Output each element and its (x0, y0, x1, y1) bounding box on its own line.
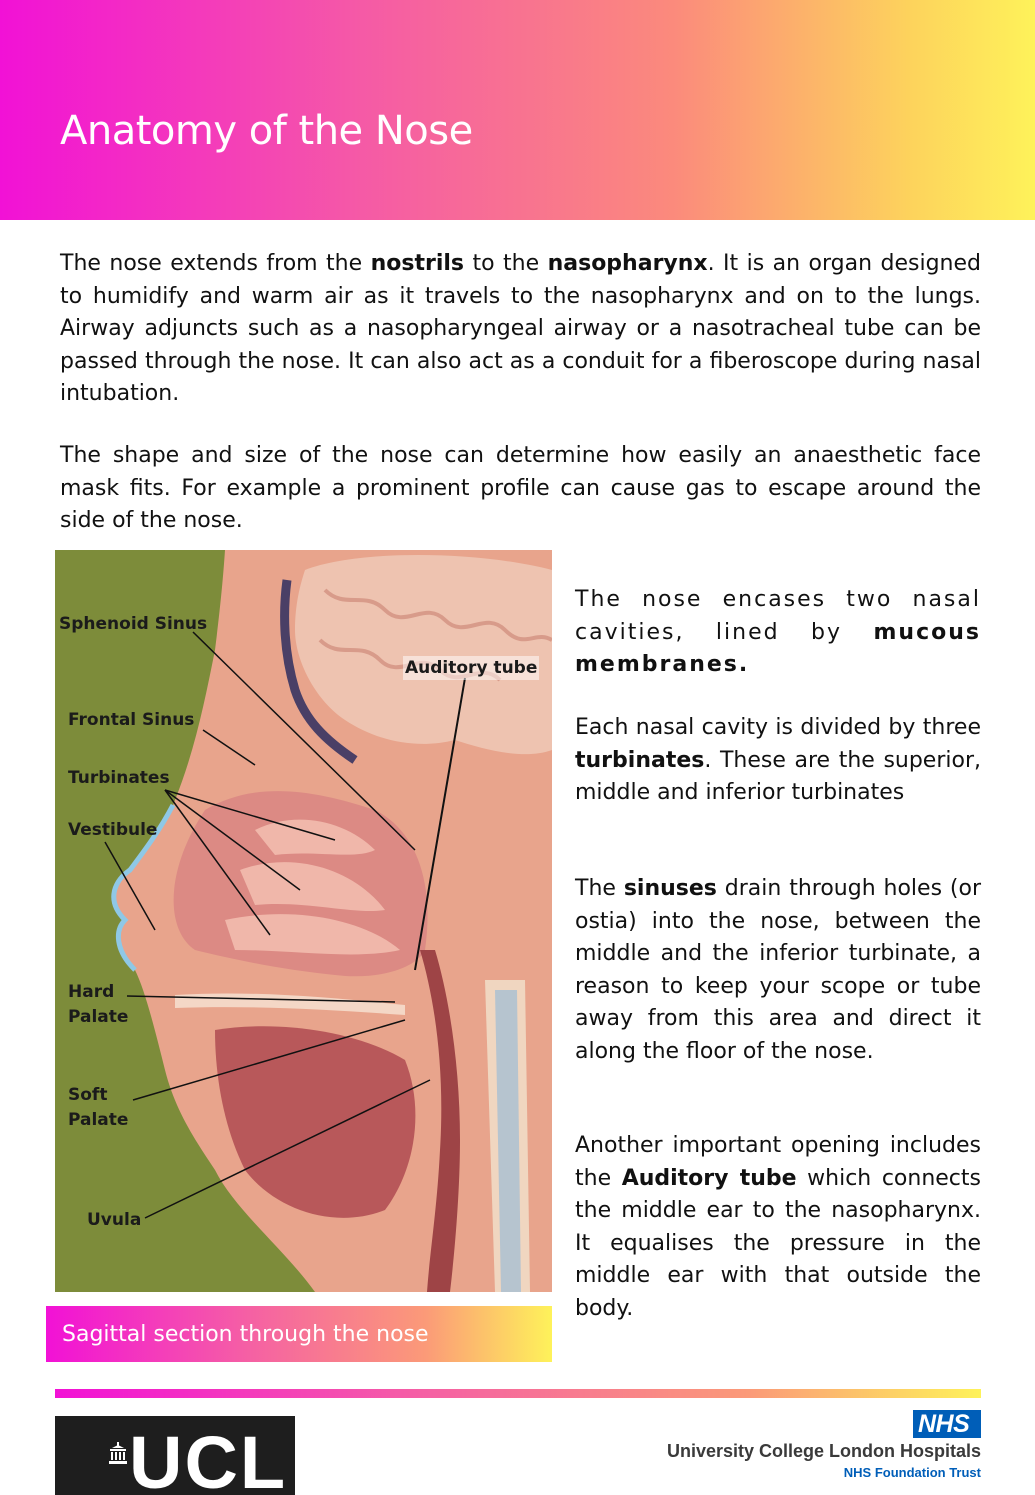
emphasis-text: nostrils (370, 251, 465, 276)
label-soft-palate-line-2: Palate (68, 1110, 129, 1130)
label-sphenoid-sinus: Sphenoid Sinus (59, 614, 208, 634)
emphasis-text: nasopharynx (547, 251, 708, 276)
emphasis-text: sinuses (623, 876, 717, 901)
side-paragraph-sinuses (575, 873, 981, 1068)
nhs-logo (913, 1410, 981, 1438)
body-text: . These are the superior, middle and inferior turbinates (575, 747, 981, 805)
intro-paragraph-2 (60, 440, 981, 538)
body-text: drain through holes (or ostia) into the nose, between the middle and the inferior turbinate, a reason to keep your scope or tube away from this area and direct it along the floor of the nose. (575, 876, 982, 1064)
side-paragraph-turbinates (575, 712, 981, 810)
body-text: . It is an organ designed to humidify and warm air as it travels to the nasopharynx and on to the lungs. Airway adjuncts such as a nasopharyngeal airway or a nasotracheal tube can be passed through the nose. It can also act as a conduit for a fiberoscope during nasal intubation. (60, 251, 981, 406)
body-text: Each nasal cavity is divided by three (575, 715, 981, 740)
label-vestibule: Vestibule (68, 820, 158, 840)
figure-caption-bar (46, 1306, 552, 1362)
body-text: Another important opening includes the (575, 1133, 981, 1191)
figure-caption: Sagittal section through the nose (62, 1322, 429, 1347)
label-hard-palate-line-2: Palate (68, 1007, 129, 1027)
sagittal-section-image (55, 550, 552, 1292)
label-uvula: Uvula (87, 1210, 142, 1230)
body-text: which connects the middle ear to the nasopharynx. It equalises the pressure in the middle ear with that outside the body. (575, 1165, 981, 1321)
side-paragraph-auditory-tube (575, 1130, 981, 1325)
body-text: The (575, 876, 624, 901)
trust-name: NHS Foundation Trust (843, 1465, 981, 1480)
emphasis-text: turbinates (575, 747, 705, 773)
body-text: The shape and size of the nose can determine how easily an anaesthetic face mask fits. For example a prominent profile can cause gas to escape around the side of the nose. (60, 443, 981, 533)
footer-divider (55, 1389, 981, 1398)
label-soft-palate-line-1: Soft (68, 1085, 108, 1105)
label-turbinates: Turbinates (68, 768, 170, 788)
label-hard-palate-line-1: Hard (68, 982, 115, 1002)
intro-paragraph-1 (60, 248, 981, 411)
hospital-name: University College London Hospitals (666, 1441, 981, 1461)
label-frontal-sinus: Frontal Sinus (68, 710, 195, 730)
body-text: The nose extends from the (60, 251, 371, 276)
page-title: Anatomy of the Nose (60, 108, 473, 154)
body-text: The nose encases two nasal cavities, lined by (575, 587, 981, 645)
side-paragraph-mucous (575, 584, 981, 682)
body-text: to the (464, 251, 548, 276)
header-banner (0, 0, 1035, 220)
nhs-mark: NHS (918, 1410, 970, 1438)
ucl-portico-icon (109, 1442, 127, 1464)
ucl-wordmark: UCL (129, 1421, 288, 1495)
emphasis-text: Auditory tube (621, 1165, 797, 1191)
label-auditory-tube: Auditory tube (405, 658, 538, 678)
emphasis-text: mucous membranes. (575, 619, 981, 677)
ucl-logo (55, 1416, 295, 1495)
